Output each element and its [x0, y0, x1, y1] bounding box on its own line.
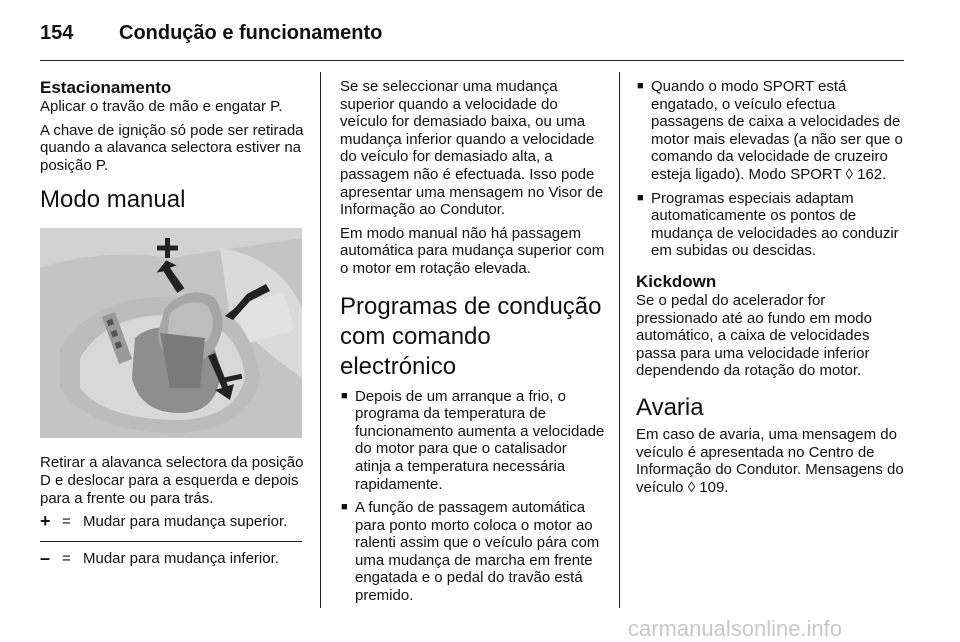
page-title: Condução e funcionamento [119, 22, 383, 44]
heading-programas: Programas de condução com comando electrónico [340, 292, 602, 380]
minus-icon: – [40, 548, 51, 569]
list-item: ■ Programas especiais adaptam automaticamente os pontos de mudança de velocidades ao conduzir em subidas ou descidas. [636, 190, 908, 260]
header-divider [40, 60, 904, 61]
definition-upshift-text: Mudar para mudança superior. [83, 513, 288, 531]
column-divider-2 [619, 72, 620, 608]
gear-selector-svg [40, 228, 302, 438]
column-3 [636, 78, 908, 502]
paragraph-estacionamento-1: Aplicar o travão de mão e engatar P. [40, 98, 283, 115]
definition-downshift-text: Mudar para mudança inferior. [83, 550, 279, 568]
plus-icon: + [40, 511, 51, 532]
programas-list [340, 388, 606, 605]
equals-sign: = [62, 513, 71, 531]
heading-modo-manual: Modo manual [40, 186, 186, 214]
watermark: carmanualsonline.info [628, 616, 843, 641]
heading-kickdown: Kickdown [636, 271, 717, 291]
definition-separator [40, 541, 302, 542]
list-item: ■ Depois de um arranque a frio, o programa da temperatura de funcionamento aumenta a velocidade do motor para que o catalisador atinja a temperatura necessária rapidamente. [340, 388, 606, 494]
list-item: ■ Quando o modo SPORT está engatado, o veículo efectua passagens de caixa a velocidades de motor mais elevadas (a não ser que o comando da velocidade de cruzeiro esteja ligado). Modo SPORT ◊ 162. [636, 78, 908, 184]
heading-avaria: Avaria [636, 393, 704, 421]
paragraph-modo-manual: Retirar a alavanca selectora da posição D e deslocar para a esquerda e depois para a frente ou para trás. [40, 454, 304, 507]
paragraph-estacionamento-2: A chave de ignição só pode ser retirada quando a alavanca selectora estiver na posição P. [40, 121, 304, 174]
column-2 [340, 78, 606, 611]
sport-list [636, 78, 908, 260]
paragraph-kickdown: Se o pedal do acelerador for pressionado até ao fundo em modo automático, a caixa de velocidades passa para uma velocidade inferior dependendo da rotação do motor. [636, 291, 872, 380]
page-header [40, 10, 904, 50]
definition-upshift [40, 513, 308, 535]
equals-sign: = [62, 550, 71, 568]
column-divider-1 [320, 72, 321, 608]
paragraph-sem-passagem: Em modo manual não há passagem automática para mudança superior com o motor em rotação elevada. [340, 224, 605, 277]
gear-selector-illustration [40, 228, 302, 438]
heading-estacionamento: Estacionamento [40, 78, 172, 97]
paragraph-avaria: Em caso de avaria, uma mensagem do veículo é apresentada no Centro de Informação do Condutor. Mensagens do veículo ◊ 109. [636, 425, 904, 496]
column-1 [40, 78, 308, 572]
page-number: 154 [40, 22, 74, 44]
list-item: ■ A função de passagem automática para ponto morto coloca o motor ao ralenti assim que o veículo pára com uma mudança de marcha em frente engatada e o pedal do travão está premido. [340, 499, 606, 605]
paragraph-mudanca: Se se seleccionar uma mudança superior quando a velocidade do veículo for demasiado baixa, ou uma mudança inferior quando a velocidade do veículo for demasiado alta, a passagem não é efectuada. Isso pode apresentar uma mensagem no Visor de Informação ao Condutor. [340, 78, 604, 219]
definition-downshift [40, 550, 308, 572]
